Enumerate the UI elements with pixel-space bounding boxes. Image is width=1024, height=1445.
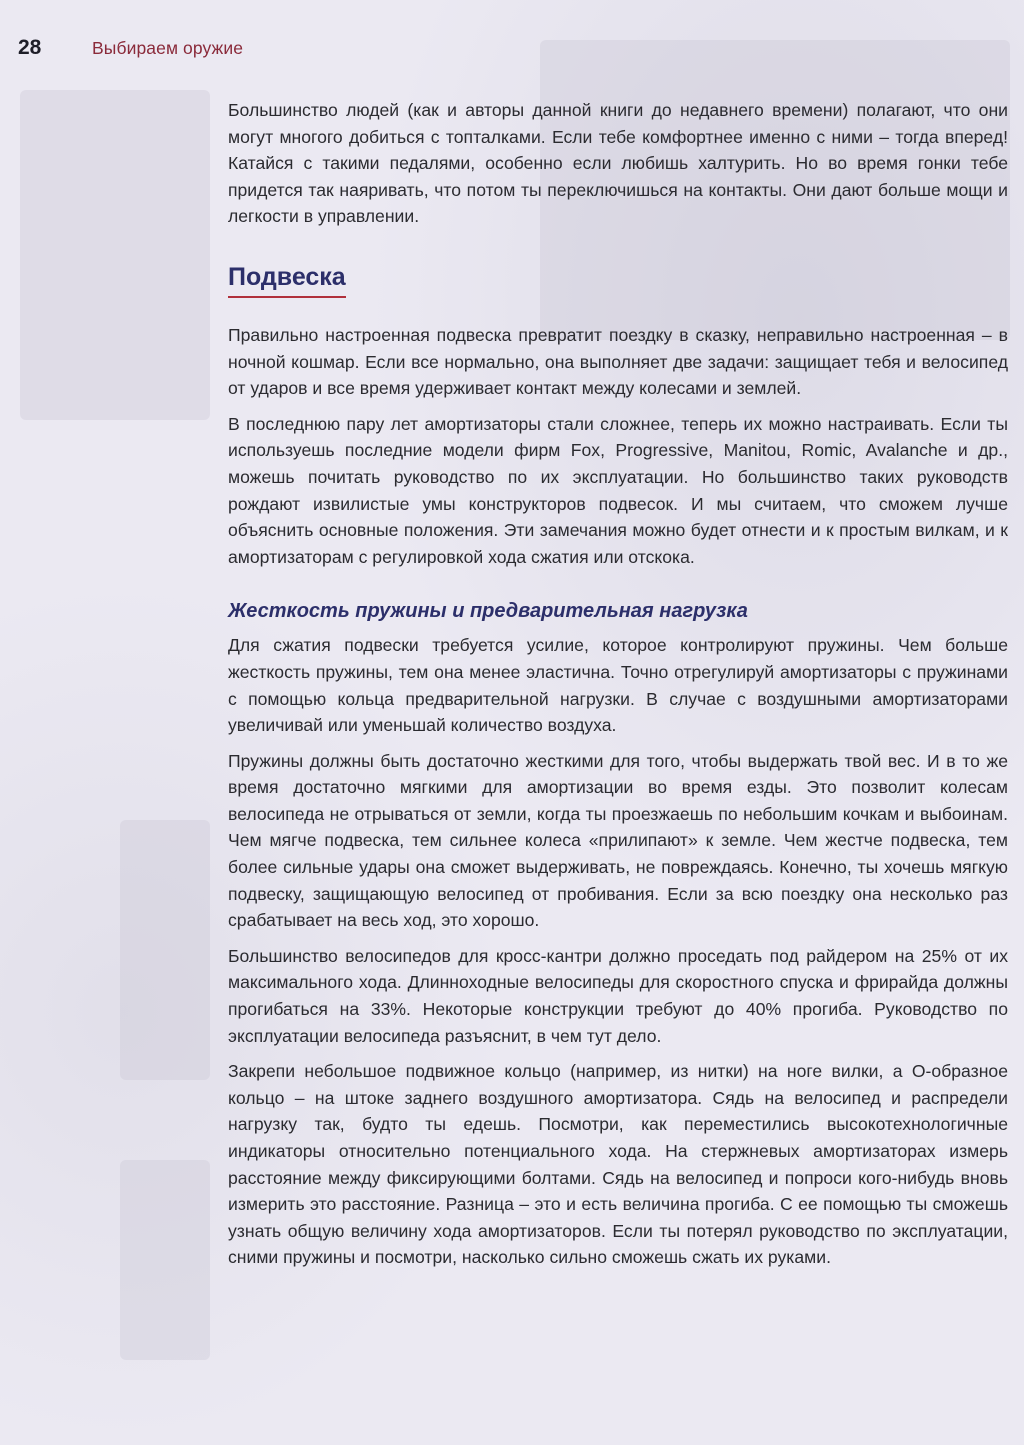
subsection-paragraph: Закрепи небольшое подвижное кольцо (например, из нитки) на ноге вилки, а О-образное кольцо – на штоке заднего воздушного амортизатора. Сядь на велосипед и распредели нагрузку так, будто ты едешь. Посмотри, как переместились высокотехнологичные индикаторы относительно потенциального хода. На стержневых амортизаторах измерь расстояние между фиксирующими болтами. Сядь на велосипед и попроси кого-нибудь вновь измерить это расстояние. Разница – это и есть величина прогиба. С ее помощью ты сможешь узнать общую величину хода амортизаторов. Если ты потерял руководство по эксплуатации, сними пружины и посмотри, насколько сильно сможешь сжать их руками. xyxy=(228,1061,1008,1268)
subsection-paragraph: Большинство велосипедов для кросс-кантри должно проседать под райдером на 25% от их максимального хода. Длинноходные велосипеды для скоростного спуска и фрирайда должны прогибаться на 33%. Некоторые конструкции требуют до 40% прогиба. Руководство по эксплуатации велосипеда разъяснит, в чем тут дело. xyxy=(228,945,1008,1046)
section-paragraph: Правильно настроенная подвеска превратит поездку в сказку, неправильно настроенная – в ночной кошмар. Если все нормально, она выполняет две задачи: защищает тебя и велосипед от ударов и все время удерживает контакт между колесами и землей. xyxy=(228,324,1008,399)
main-text-column xyxy=(228,97,1008,1271)
running-title: Выбираем оружие xyxy=(92,38,244,58)
subsection-paragraph: Для сжатия подвески требуется усилие, которое контролируют пружины. Чем больше жесткость пружины, тем она менее эластична. Точно отрегулируй амортизаторы с пружинами с помощью кольца предварительной нагрузки. В случае с воздушными амортизаторами увеличивай или уменьшай количество воздуха. xyxy=(228,635,1008,736)
show-through-image xyxy=(120,820,210,1080)
show-through-image xyxy=(120,1160,210,1360)
page-number: 28 xyxy=(18,36,42,59)
subsection-paragraph: Пружины должны быть достаточно жесткими для того, чтобы выдержать твой вес. И в то же время достаточно мягкими для амортизации во время езды. Это позволит колесам велосипеда не отрываться от земли, когда ты проезжаешь по небольшим кочкам и выбоинам. Чем мягче подвеска, тем сильнее колеса «прилипают» к земле. Чем жестче подвеска, тем более сильные удары она сможет выдерживать, не повреждаясь. Конечно, ты хочешь мягкую подвеску, защищающую велосипед от пробивания. Если за всю поездку она несколько раз срабатывает на весь ход, это хорошо. xyxy=(228,750,1008,931)
section-title: Подвеска xyxy=(228,262,346,298)
show-through-image xyxy=(20,90,210,420)
subsection-title: Жесткость пружины и предварительная нагрузка xyxy=(228,600,748,623)
section-paragraph: В последнюю пару лет амортизаторы стали сложнее, теперь их можно настраивать. Если ты используешь последние модели фирм Fox, Progressive, Manitou, Romic, Avalanche и др., можешь почитать руководство по их эксплуатации. Но большинство таких руководств рождают извилистые умы конструкторов подвесок. И мы считаем, что сможем лучше объяснить основные положения. Эти замечания можно будет отнести и к простым вилкам, и к амортизаторам с регулировкой хода сжатия или отскока. xyxy=(228,413,1008,567)
page-header xyxy=(18,36,243,62)
intro-paragraph: Большинство людей (как и авторы данной книги до недавнего времени) полагают, что они могут многого добиться с топталками. Если тебе комфортнее именно с ними – тогда вперед! Катайся с такими педалями, особенно если любишь халтурить. Но во время гонки тебе придется так наяривать, что потом ты переключишься на контакты. Они дают больше мощи и легкости в управлении. xyxy=(228,100,1008,227)
